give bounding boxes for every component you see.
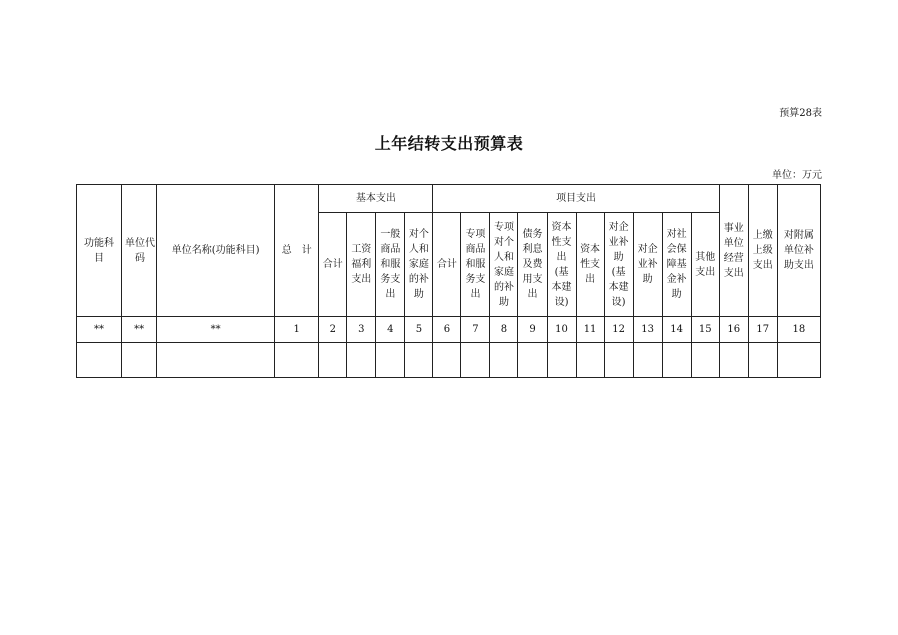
code-cell: 17	[748, 317, 777, 343]
header-project-col: 专项商品和服务支出	[461, 213, 490, 317]
code-cell: 7	[461, 317, 490, 343]
code-cell: 4	[376, 317, 405, 343]
header-tail-col: 上缴上级支出	[748, 185, 777, 317]
code-cell: 18	[777, 317, 820, 343]
header-project-col: 资本性支出(基本建设)	[547, 213, 576, 317]
header-project-col: 资本性支出	[576, 213, 604, 317]
data-cell	[748, 343, 777, 378]
page-title: 上年结转支出预算表	[374, 134, 524, 153]
header-tail-col: 对附属单位补助支出	[777, 185, 820, 317]
header-project-col: 合计	[433, 213, 461, 317]
code-cell: 5	[405, 317, 433, 343]
header-project-col: 对社会保障基金补助	[662, 213, 691, 317]
table-row	[77, 343, 821, 378]
code-cell: 2	[319, 317, 347, 343]
data-cell	[604, 343, 633, 378]
header-project-col: 债务利息及费用支出	[518, 213, 547, 317]
header-basic-col: 对个人和家庭的补助	[405, 213, 433, 317]
data-cell	[347, 343, 376, 378]
header-project-col: 其他支出	[691, 213, 719, 317]
data-cell	[77, 343, 122, 378]
header-unit-name: 单位名称(功能科目)	[157, 185, 275, 317]
header-project-col: 专项对个人和家庭的补助	[490, 213, 518, 317]
data-cell	[376, 343, 405, 378]
header-tail-col: 事业单位经营支出	[719, 185, 748, 317]
data-cell	[157, 343, 275, 378]
code-cell: 9	[518, 317, 547, 343]
code-cell: 3	[347, 317, 376, 343]
header-total: 总 计	[275, 185, 319, 317]
code-cell: 12	[604, 317, 633, 343]
code-cell: **	[77, 317, 122, 343]
header-project-col: 对企业补助(基本建设)	[604, 213, 633, 317]
data-cell	[275, 343, 319, 378]
code-cell: 10	[547, 317, 576, 343]
header-subject: 功能科目	[77, 185, 122, 317]
code-cell: 1	[275, 317, 319, 343]
budget-table	[76, 184, 821, 378]
header-basic-col: 工资福利支出	[347, 213, 376, 317]
header-basic-group: 基本支出	[319, 185, 433, 213]
code-cell: **	[122, 317, 157, 343]
code-cell: 6	[433, 317, 461, 343]
code-cell: 14	[662, 317, 691, 343]
header-unit-code: 单位代码	[122, 185, 157, 317]
header-basic-col: 合计	[319, 213, 347, 317]
header-group-row	[77, 185, 821, 213]
code-cell: 11	[576, 317, 604, 343]
data-cell	[461, 343, 490, 378]
header-basic-col: 一般商品和服务支出	[376, 213, 405, 317]
data-cell	[405, 343, 433, 378]
data-cell	[662, 343, 691, 378]
code-cell: 8	[490, 317, 518, 343]
data-cell	[719, 343, 748, 378]
data-cell	[691, 343, 719, 378]
header-project-col: 对企业补助	[633, 213, 662, 317]
unit-label: 单位：万元	[772, 170, 822, 181]
data-cell	[633, 343, 662, 378]
header-project-group: 项目支出	[433, 185, 719, 213]
code-cell: **	[157, 317, 275, 343]
code-cell: 15	[691, 317, 719, 343]
data-cell	[547, 343, 576, 378]
data-cell	[433, 343, 461, 378]
code-cell: 16	[719, 317, 748, 343]
data-cell	[319, 343, 347, 378]
code-row	[77, 317, 821, 343]
data-cell	[518, 343, 547, 378]
data-cell	[490, 343, 518, 378]
data-cell	[122, 343, 157, 378]
data-cell	[576, 343, 604, 378]
form-number: 预算28表	[779, 108, 822, 119]
code-cell: 13	[633, 317, 662, 343]
data-cell	[777, 343, 820, 378]
